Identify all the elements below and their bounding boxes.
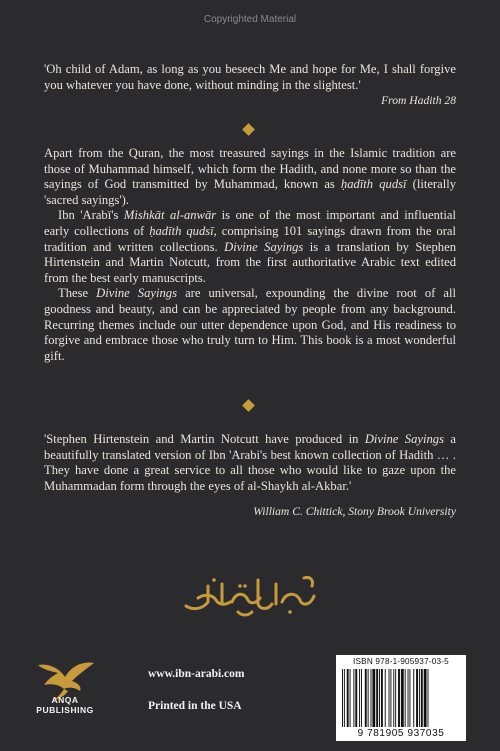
description-text: is one of the most important and influential early collections of bbox=[44, 208, 457, 238]
barcode-stripe bbox=[379, 669, 380, 727]
description-paragraph-1 bbox=[44, 146, 456, 208]
isbn-label: ISBN 978-1-905937-03-5 bbox=[353, 657, 449, 666]
barcode-stripe bbox=[401, 669, 404, 727]
description-term: ḥadīth qudsī bbox=[149, 223, 214, 238]
barcode-stripe bbox=[413, 669, 414, 727]
review-text: 'Stephen Hirtenstein and Martin Notcutt have produced in bbox=[44, 432, 365, 446]
description-book-title: Divine Sayings bbox=[224, 239, 304, 254]
description-book-title: Divine Sayings bbox=[96, 286, 177, 301]
barcode-stripe bbox=[353, 669, 354, 727]
publisher-name-line-1: ANQA bbox=[51, 695, 79, 705]
opening-quote-text: 'Oh child of Adam, as long as you beseech Me and hope for Me, I shall forgive you whatever you have done, without minding in the slightest.' bbox=[44, 62, 456, 92]
description-paragraph-3 bbox=[44, 286, 456, 364]
publisher-website: www.ibn-arabi.com bbox=[148, 668, 245, 680]
description-paragraph-2 bbox=[44, 208, 456, 286]
book-description bbox=[44, 146, 456, 364]
review-book-title: Divine Sayings bbox=[364, 432, 444, 446]
barcode-stripe bbox=[381, 669, 383, 727]
description-text: Ibn 'Arabī's bbox=[58, 208, 124, 223]
barcode-stripe bbox=[385, 669, 386, 727]
barcode-stripe bbox=[393, 669, 394, 727]
review-attribution: William C. Chittick, Stony Brook University bbox=[253, 505, 456, 519]
publisher-name bbox=[25, 695, 105, 715]
opening-quote-source: From Hadith 28 bbox=[381, 94, 456, 108]
description-text: is a translation by Stephen Hirtenstein and Martin Notcutt, from the first authoritative Arabic text edited from the best early manuscripts. bbox=[44, 239, 456, 285]
barcode-stripe bbox=[405, 669, 406, 727]
description-text: These bbox=[58, 286, 97, 301]
isbn-barcode-box bbox=[336, 655, 466, 741]
description-text: (literally 'sacred sayings'). bbox=[44, 177, 456, 207]
barcode-stripe bbox=[428, 669, 429, 727]
barcode-stripe bbox=[398, 669, 400, 727]
barcode-stripe bbox=[359, 669, 360, 727]
barcode-number: 9 781905 937035 bbox=[357, 728, 445, 739]
barcode-stripe bbox=[361, 669, 362, 727]
copyright-notice: Copyrighted Material bbox=[203, 14, 297, 25]
printed-in-label: Printed in the USA bbox=[148, 700, 242, 712]
review-text: a beautifully translated version of Ibn 'Arabi's best known collection of Hadith … . They have done a great service to all those who would like to gaze upon the Muhammadan form through the eyes of al-Shaykh al-Akbar.' bbox=[44, 432, 456, 493]
diamond-ornament-icon bbox=[242, 123, 255, 136]
barcode-stripe bbox=[371, 669, 372, 727]
barcode-stripe bbox=[368, 669, 369, 727]
description-text: , comprising 101 sayings drawn from the oral tradition and written collections. bbox=[44, 223, 456, 254]
review-quote bbox=[44, 432, 456, 520]
barcode-stripe bbox=[365, 669, 367, 727]
barcode-icon bbox=[342, 669, 460, 727]
barcode-stripe bbox=[390, 669, 391, 727]
barcode-stripe bbox=[419, 669, 420, 727]
barcode-stripe bbox=[372, 669, 375, 727]
barcode-stripe bbox=[355, 669, 357, 727]
barcode-stripe bbox=[347, 669, 349, 727]
diamond-ornament-icon bbox=[242, 399, 255, 412]
arabic-calligraphy-signature bbox=[178, 566, 322, 620]
barcode-stripe bbox=[409, 669, 410, 727]
barcode-stripe bbox=[344, 669, 345, 727]
description-term: ḥadīth qudsī bbox=[340, 177, 407, 192]
opening-quote bbox=[44, 62, 456, 109]
barcode-stripe bbox=[389, 669, 390, 727]
barcode-stripe bbox=[416, 669, 418, 727]
barcode-stripe bbox=[395, 669, 396, 727]
barcode-stripe bbox=[350, 669, 351, 727]
description-text: are universal, expounding the divine root of all goodness and beauty, and can be appreciated by people from any background. Recurring themes include our utter dependence upon God, and His readiness to forgive and embrace those who truly turn to Him. This book is a most wonderful gift. bbox=[44, 286, 456, 363]
description-text: Apart from the Quran, the most treasured sayings in the Islamic tradition are those of Muhammad himself, which form the Hadith, and none more so than the sayings of God transmitted by Muhammad, known as bbox=[44, 146, 456, 192]
publisher-name-line-2: PUBLISHING bbox=[36, 705, 94, 715]
barcode-stripe bbox=[408, 669, 409, 727]
barcode-stripe bbox=[376, 669, 378, 727]
barcode-stripe bbox=[421, 669, 423, 727]
barcode-stripe bbox=[424, 669, 427, 727]
barcode-stripe bbox=[342, 669, 343, 727]
description-title: Mishkāt al-anwār bbox=[123, 208, 217, 223]
